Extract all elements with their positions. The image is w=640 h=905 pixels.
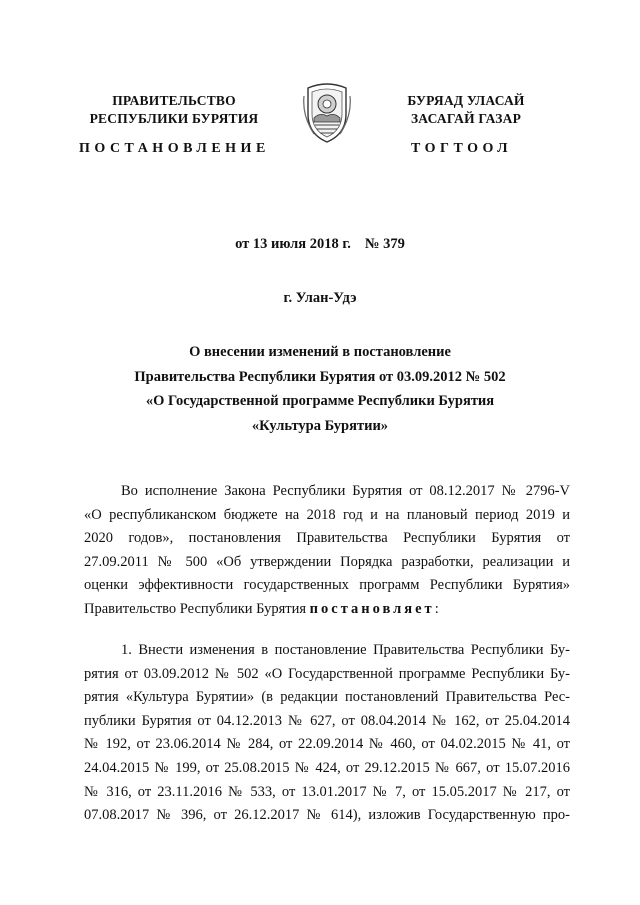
paragraph-line: 1. Внести изменения в постановление Правительства Республики Бу-: [121, 642, 570, 658]
paragraph-line: «О республиканском бюджете на 2018 год и на плановый период 2019 и: [84, 506, 570, 523]
title-line: «О Государственной программе Республики Бурятия: [145, 393, 495, 409]
title-line: Правительства Республики Бурятия от 03.09.2012 № 502: [134, 368, 506, 385]
doc-type-bua: ТОГТООЛ: [411, 141, 513, 156]
paragraph-line: оценки эффективности государственных программ Республики Бурятия»: [84, 577, 570, 594]
decree-title: [0, 340, 640, 438]
title-line: «Культура Бурятии»: [251, 417, 389, 434]
doc-type-ru: ПОСТАНОВЛЕНИЕ: [79, 141, 270, 156]
decree-date: от 13 июля 2018 г.: [235, 236, 351, 252]
header-right-line1: БУРЯАД УЛАСАЙ: [407, 93, 525, 108]
decree-number: № 379: [364, 236, 405, 252]
paragraph-line: 24.04.2015 № 199, от 25.08.2015 № 424, от 29.12.2015 № 667, от 15.07.2016: [84, 759, 570, 776]
header-left-line1: ПРАВИТЕЛЬСТВО: [112, 93, 236, 108]
paragraph-line: № 192, от 23.06.2014 № 284, от 22.09.2014 № 460, от 04.02.2015 № 41, от: [84, 736, 570, 753]
header-right: [386, 92, 546, 128]
header-left-line2: РЕСПУБЛИКИ БУРЯТИЯ: [89, 111, 259, 126]
coat-of-arms-icon: [300, 82, 354, 144]
title-line: О внесении изменений в постановление: [189, 344, 451, 360]
paragraph-line: 07.08.2017 № 396, от 26.12.2017 № 614), изложив Государственную про-: [84, 807, 570, 824]
paragraph-line: 2020 годов», постановления Правительства Республики Бурятия от: [84, 530, 570, 547]
paragraph-colon: :: [434, 600, 439, 617]
decree-date-number: [0, 236, 640, 253]
paragraph-line-final: [84, 598, 570, 622]
paragraph-line: рятия от 03.09.2012 № 502 «О Государственной программе Республики Бу-: [84, 665, 570, 682]
resolves-keyword: постановляет: [309, 600, 435, 617]
paragraph-line: публики Бурятия от 04.12.2013 № 627, от 08.04.2014 № 162, от 25.04.2014: [84, 712, 570, 729]
decree-city: г. Улан-Удэ: [283, 290, 357, 306]
clause-1-paragraph: [84, 639, 570, 828]
preamble-paragraph: [84, 480, 570, 622]
paragraph-line: 27.09.2011 № 500 «Об утверждении Порядка разработки, реализации и: [84, 553, 570, 570]
paragraph-line: № 316, от 23.11.2016 № 533, от 13.01.2017 № 7, от 15.05.2017 № 217, от: [84, 783, 570, 800]
header-left: [66, 92, 282, 128]
paragraph-line: Во исполнение Закона Республики Бурятия от 08.12.2017 № 2796-V: [121, 483, 570, 499]
paragraph-line-start: Правительство Республики Бурятия: [84, 600, 310, 617]
header-right-line2: ЗАСАГАЙ ГАЗАР: [410, 111, 522, 126]
paragraph-line: рятия «Культура Бурятии» (в редакции постановлений Правительства Рес-: [84, 689, 570, 706]
